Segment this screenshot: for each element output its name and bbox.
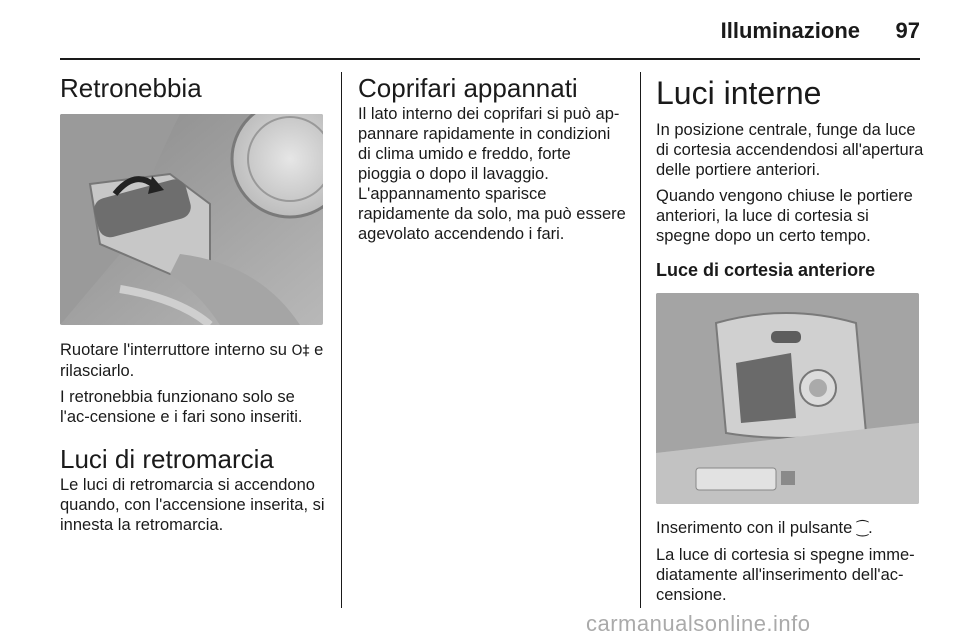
para1-text-before: Ruotare l'interruttore interno su [60,341,292,359]
paragraph-rotate-switch [60,340,326,381]
column-divider-2 [640,72,641,608]
paragraph-reverse-lights: Le luci di retromarcia si accendono quando, con l'accensione inserita, si innesta la retromarcia. [60,476,325,534]
paragraph-button-insert [656,518,924,539]
subheading-luce-cortesia: Luce di cortesia anteriore [656,260,876,280]
heading-luci-retromarcia: Luci di retromarcia [60,444,274,474]
paragraph-doors-closed: Quando vengono chiuse le portiere anteriori, la luce di cortesia si spegne dopo un certo tempo. [656,187,913,245]
heading-luci-interne: Luci interne [656,75,822,111]
rear-fog-icon: O‡ [291,343,310,359]
header-rule [60,58,920,60]
paragraph-light-off-ignition: La luce di cortesia si spegne imme-diatamente all'inserimento dell'ac-censione. [656,546,915,604]
page-number: 97 [895,18,920,43]
rear-fog-switch-illustration [60,114,323,325]
column-divider-1 [341,72,342,608]
heading-retronebbia: Retronebbia [60,73,202,103]
column-1 [60,72,326,535]
paragraph-fog-conditions: I retronebbia funzionano solo se l'ac-censione e i fari sono inseriti. [60,388,303,426]
courtesy-light-illustration [656,293,919,504]
para1-text-after: e rilasciarlo. [60,341,324,380]
para3-text-before: Inserimento con il pulsante [656,519,857,537]
para3-text-after: . [868,519,873,537]
paragraph-foggy-covers: Il lato interno dei coprifari si può ap-pannare rapidamente in condizioni di clima umido e freddo, forte pioggia o dopo il lavaggio. L'appannamento sparisce rapidamente da solo, ma può essere agevolato accendendo i fari. [358,105,626,243]
paragraph-central-position: In posizione centrale, funge da luce di cortesia accendendosi all'apertura delle portiere anteriori. [656,121,924,179]
courtesy-light-icon: ⁐ [856,521,869,537]
watermark: carmanualsonline.info [586,611,811,636]
heading-coprifari-appannati: Coprifari appannati [358,73,578,103]
page-header-title: Illuminazione [720,18,860,43]
column-2 [358,72,626,244]
column-3 [656,72,924,605]
